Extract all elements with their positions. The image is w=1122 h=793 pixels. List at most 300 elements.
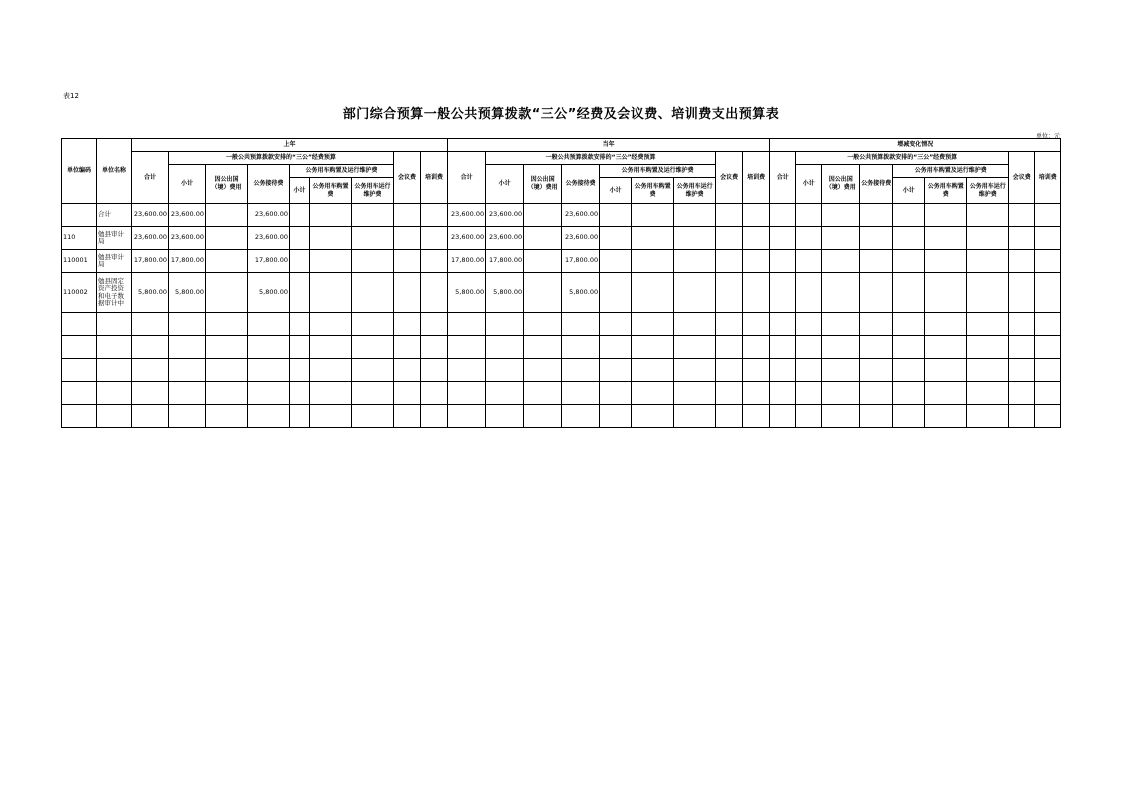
cell-empty bbox=[716, 250, 743, 273]
cell-empty bbox=[524, 405, 562, 428]
cell-empty bbox=[860, 250, 893, 273]
cell-empty bbox=[600, 382, 632, 405]
cell-empty bbox=[206, 227, 248, 250]
cell-curr-reception: 5,800.00 bbox=[562, 273, 600, 313]
cell-empty bbox=[394, 313, 421, 336]
cell-empty bbox=[743, 227, 770, 250]
cell-empty bbox=[822, 227, 860, 250]
cell-empty bbox=[860, 204, 893, 227]
cell-empty bbox=[132, 359, 169, 382]
cell-empty bbox=[1035, 382, 1061, 405]
cell-empty bbox=[967, 313, 1009, 336]
cell-empty bbox=[169, 382, 206, 405]
header-curr-vehicle-subtotal: 小计 bbox=[600, 178, 632, 204]
cell-curr-subtotal: 23,600.00 bbox=[486, 227, 524, 250]
cell-empty bbox=[310, 227, 352, 250]
cell-empty bbox=[352, 204, 394, 227]
cell-empty bbox=[290, 204, 310, 227]
cell-name: 勉县审计局 bbox=[97, 250, 132, 273]
cell-empty bbox=[421, 359, 448, 382]
cell-empty bbox=[893, 227, 925, 250]
cell-empty bbox=[310, 382, 352, 405]
cell-empty bbox=[967, 227, 1009, 250]
header-curr-total: 合计 bbox=[448, 152, 486, 204]
cell-empty bbox=[632, 382, 674, 405]
table-number: 表12 bbox=[63, 92, 79, 100]
cell-empty bbox=[1009, 250, 1035, 273]
cell-empty bbox=[310, 204, 352, 227]
cell-empty bbox=[770, 227, 796, 250]
cell-empty bbox=[352, 227, 394, 250]
cell-empty bbox=[822, 250, 860, 273]
cell-empty bbox=[796, 273, 822, 313]
table-row-empty bbox=[62, 313, 1061, 336]
cell-empty bbox=[674, 227, 716, 250]
cell-empty bbox=[97, 382, 132, 405]
cell-empty bbox=[486, 405, 524, 428]
header-curr-year: 当年 bbox=[448, 139, 770, 152]
cell-code: 110002 bbox=[62, 273, 97, 313]
cell-empty bbox=[1009, 204, 1035, 227]
cell-empty bbox=[1035, 359, 1061, 382]
header-change-total: 合计 bbox=[770, 152, 796, 204]
cell-empty bbox=[1035, 405, 1061, 428]
cell-empty bbox=[925, 313, 967, 336]
cell-empty bbox=[893, 313, 925, 336]
cell-empty bbox=[310, 405, 352, 428]
cell-empty bbox=[1035, 250, 1061, 273]
cell-empty bbox=[394, 204, 421, 227]
table-row bbox=[62, 250, 1061, 273]
cell-empty bbox=[486, 313, 524, 336]
cell-empty bbox=[632, 359, 674, 382]
header-change-subtotal: 小计 bbox=[796, 165, 822, 204]
cell-empty bbox=[62, 313, 97, 336]
cell-prev-reception: 23,600.00 bbox=[248, 227, 290, 250]
cell-empty bbox=[796, 359, 822, 382]
cell-empty bbox=[770, 359, 796, 382]
cell-empty bbox=[352, 336, 394, 359]
cell-code: 110001 bbox=[62, 250, 97, 273]
cell-prev-total: 5,800.00 bbox=[132, 273, 169, 313]
cell-empty bbox=[674, 359, 716, 382]
cell-empty bbox=[632, 250, 674, 273]
cell-empty bbox=[822, 273, 860, 313]
cell-empty bbox=[743, 382, 770, 405]
header-prev-year: 上年 bbox=[132, 139, 448, 152]
cell-empty bbox=[290, 336, 310, 359]
cell-empty bbox=[893, 204, 925, 227]
cell-curr-reception: 17,800.00 bbox=[562, 250, 600, 273]
cell-name: 勉县固定资产投资和电子数据审计中 bbox=[97, 273, 132, 313]
cell-empty bbox=[674, 313, 716, 336]
header-curr-meeting: 会议费 bbox=[716, 152, 743, 204]
cell-empty bbox=[822, 405, 860, 428]
cell-empty bbox=[860, 313, 893, 336]
cell-empty bbox=[206, 250, 248, 273]
cell-empty bbox=[1009, 227, 1035, 250]
cell-empty bbox=[822, 336, 860, 359]
cell-curr-reception: 23,600.00 bbox=[562, 204, 600, 227]
cell-empty bbox=[967, 273, 1009, 313]
header-curr-training: 培训费 bbox=[743, 152, 770, 204]
cell-curr-subtotal: 23,600.00 bbox=[486, 204, 524, 227]
cell-empty bbox=[893, 359, 925, 382]
cell-empty bbox=[562, 313, 600, 336]
header-change: 增减变化情况 bbox=[770, 139, 1061, 152]
cell-empty bbox=[421, 313, 448, 336]
header-prev-vehicle: 公务用车购置及运行维护费 bbox=[290, 165, 394, 178]
cell-empty bbox=[97, 405, 132, 428]
cell-empty bbox=[352, 382, 394, 405]
cell-empty bbox=[1035, 313, 1061, 336]
cell-empty bbox=[524, 382, 562, 405]
cell-empty bbox=[97, 336, 132, 359]
cell-empty bbox=[352, 359, 394, 382]
header-prev-reception: 公务接待费 bbox=[248, 165, 290, 204]
cell-empty bbox=[62, 405, 97, 428]
cell-empty bbox=[132, 382, 169, 405]
cell-empty bbox=[1009, 336, 1035, 359]
cell-empty bbox=[600, 250, 632, 273]
cell-empty bbox=[716, 273, 743, 313]
cell-empty bbox=[925, 382, 967, 405]
cell-empty bbox=[770, 405, 796, 428]
cell-empty bbox=[770, 313, 796, 336]
cell-empty bbox=[860, 405, 893, 428]
cell-empty bbox=[248, 313, 290, 336]
header-prev-subtotal: 小计 bbox=[169, 165, 206, 204]
cell-empty bbox=[421, 204, 448, 227]
cell-empty bbox=[352, 405, 394, 428]
cell-empty bbox=[290, 273, 310, 313]
cell-empty bbox=[97, 313, 132, 336]
table-row-empty bbox=[62, 382, 1061, 405]
cell-empty bbox=[394, 382, 421, 405]
cell-empty bbox=[632, 273, 674, 313]
cell-empty bbox=[600, 336, 632, 359]
cell-empty bbox=[925, 405, 967, 428]
budget-table bbox=[61, 138, 1061, 428]
cell-empty bbox=[925, 227, 967, 250]
cell-empty bbox=[421, 382, 448, 405]
cell-empty bbox=[1009, 359, 1035, 382]
cell-empty bbox=[97, 359, 132, 382]
cell-empty bbox=[524, 204, 562, 227]
header-curr-vehicle: 公务用车购置及运行维护费 bbox=[600, 165, 716, 178]
cell-empty bbox=[448, 336, 486, 359]
header-change-vehicle-subtotal: 小计 bbox=[893, 178, 925, 204]
cell-empty bbox=[352, 250, 394, 273]
cell-empty bbox=[394, 359, 421, 382]
header-prev-vehicle-subtotal: 小计 bbox=[290, 178, 310, 204]
table-body bbox=[62, 204, 1061, 428]
cell-empty bbox=[394, 336, 421, 359]
cell-empty bbox=[674, 273, 716, 313]
header-prev-abroad: 因公出国（境）费用 bbox=[206, 165, 248, 204]
cell-empty bbox=[893, 382, 925, 405]
cell-empty bbox=[860, 336, 893, 359]
header-change-vehicle-maint: 公务用车运行维护费 bbox=[967, 178, 1009, 204]
cell-empty bbox=[310, 336, 352, 359]
cell-empty bbox=[169, 336, 206, 359]
cell-prev-total: 23,600.00 bbox=[132, 204, 169, 227]
document-title: 部门综合预算一般公共预算拨款“三公”经费及会议费、培训费支出预算表 bbox=[342, 107, 780, 122]
cell-empty bbox=[421, 336, 448, 359]
cell-empty bbox=[770, 382, 796, 405]
cell-empty bbox=[632, 204, 674, 227]
cell-code bbox=[62, 204, 97, 227]
cell-empty bbox=[524, 313, 562, 336]
cell-empty bbox=[352, 273, 394, 313]
cell-empty bbox=[925, 250, 967, 273]
header-change-vehicle: 公务用车购置及运行维护费 bbox=[893, 165, 1009, 178]
cell-empty bbox=[600, 204, 632, 227]
cell-empty bbox=[1009, 273, 1035, 313]
cell-empty bbox=[206, 273, 248, 313]
cell-empty bbox=[206, 336, 248, 359]
table-row bbox=[62, 204, 1061, 227]
cell-empty bbox=[206, 405, 248, 428]
cell-empty bbox=[674, 250, 716, 273]
cell-empty bbox=[925, 359, 967, 382]
header-prev-vehicle-maint: 公务用车运行维护费 bbox=[352, 178, 394, 204]
table-row-empty bbox=[62, 336, 1061, 359]
cell-empty bbox=[248, 405, 290, 428]
cell-empty bbox=[600, 313, 632, 336]
cell-empty bbox=[796, 336, 822, 359]
cell-empty bbox=[394, 250, 421, 273]
cell-prev-total: 23,600.00 bbox=[132, 227, 169, 250]
cell-empty bbox=[796, 250, 822, 273]
cell-empty bbox=[600, 405, 632, 428]
cell-empty bbox=[62, 382, 97, 405]
cell-empty bbox=[860, 382, 893, 405]
cell-empty bbox=[206, 382, 248, 405]
cell-curr-reception: 23,600.00 bbox=[562, 227, 600, 250]
table-row bbox=[62, 273, 1061, 313]
cell-empty bbox=[796, 227, 822, 250]
cell-empty bbox=[206, 313, 248, 336]
cell-empty bbox=[310, 273, 352, 313]
cell-prev-total: 17,800.00 bbox=[132, 250, 169, 273]
cell-empty bbox=[860, 227, 893, 250]
header-change-vehicle-purchase: 公务用车购置费 bbox=[925, 178, 967, 204]
cell-empty bbox=[421, 227, 448, 250]
cell-empty bbox=[486, 359, 524, 382]
cell-empty bbox=[248, 359, 290, 382]
header-prev-meeting: 会议费 bbox=[394, 152, 421, 204]
cell-empty bbox=[421, 250, 448, 273]
cell-empty bbox=[770, 336, 796, 359]
cell-empty bbox=[310, 359, 352, 382]
table-row-empty bbox=[62, 359, 1061, 382]
cell-prev-reception: 5,800.00 bbox=[248, 273, 290, 313]
header-prev-three-public: 一般公共预算拨款安排的“三公”经费预算 bbox=[169, 152, 394, 165]
cell-empty bbox=[716, 405, 743, 428]
header-curr-reception: 公务接待费 bbox=[562, 165, 600, 204]
cell-empty bbox=[1035, 336, 1061, 359]
cell-prev-subtotal: 23,600.00 bbox=[169, 204, 206, 227]
cell-empty bbox=[394, 273, 421, 313]
cell-empty bbox=[290, 227, 310, 250]
cell-empty bbox=[394, 405, 421, 428]
cell-empty bbox=[893, 250, 925, 273]
cell-empty bbox=[632, 313, 674, 336]
cell-empty bbox=[421, 405, 448, 428]
cell-empty bbox=[796, 313, 822, 336]
cell-empty bbox=[421, 273, 448, 313]
cell-empty bbox=[562, 359, 600, 382]
cell-empty bbox=[524, 359, 562, 382]
cell-empty bbox=[524, 227, 562, 250]
cell-empty bbox=[893, 336, 925, 359]
cell-empty bbox=[310, 313, 352, 336]
cell-empty bbox=[967, 382, 1009, 405]
cell-empty bbox=[716, 382, 743, 405]
cell-empty bbox=[169, 405, 206, 428]
cell-empty bbox=[524, 336, 562, 359]
cell-empty bbox=[967, 359, 1009, 382]
cell-empty bbox=[822, 313, 860, 336]
cell-empty bbox=[743, 405, 770, 428]
unit-label: 单位：元 bbox=[1035, 133, 1060, 140]
cell-empty bbox=[1009, 382, 1035, 405]
cell-prev-subtotal: 17,800.00 bbox=[169, 250, 206, 273]
cell-empty bbox=[600, 273, 632, 313]
header-unit-name: 单位名称 bbox=[97, 139, 132, 204]
header-curr-vehicle-purchase: 公务用车购置费 bbox=[632, 178, 674, 204]
header-change-abroad: 因公出国（境）费用 bbox=[822, 165, 860, 204]
cell-empty bbox=[822, 204, 860, 227]
cell-empty bbox=[743, 336, 770, 359]
cell-empty bbox=[132, 313, 169, 336]
cell-empty bbox=[600, 227, 632, 250]
header-curr-subtotal: 小计 bbox=[486, 165, 524, 204]
header-curr-three-public: 一般公共预算拨款安排的“三公”经费预算 bbox=[486, 152, 716, 165]
header-unit-code: 单位编码 bbox=[62, 139, 97, 204]
header-curr-vehicle-maint: 公务用车运行维护费 bbox=[674, 178, 716, 204]
header-prev-training: 培训费 bbox=[421, 152, 448, 204]
cell-empty bbox=[62, 336, 97, 359]
cell-empty bbox=[770, 273, 796, 313]
cell-empty bbox=[860, 273, 893, 313]
cell-empty bbox=[674, 336, 716, 359]
cell-empty bbox=[169, 359, 206, 382]
cell-empty bbox=[1035, 273, 1061, 313]
cell-empty bbox=[822, 382, 860, 405]
cell-empty bbox=[716, 313, 743, 336]
cell-curr-total: 17,800.00 bbox=[448, 250, 486, 273]
cell-empty bbox=[352, 313, 394, 336]
cell-empty bbox=[132, 336, 169, 359]
cell-empty bbox=[925, 273, 967, 313]
cell-curr-subtotal: 5,800.00 bbox=[486, 273, 524, 313]
cell-empty bbox=[290, 405, 310, 428]
cell-empty bbox=[448, 382, 486, 405]
cell-empty bbox=[925, 204, 967, 227]
cell-empty bbox=[448, 359, 486, 382]
cell-empty bbox=[674, 382, 716, 405]
cell-empty bbox=[796, 204, 822, 227]
cell-empty bbox=[169, 313, 206, 336]
cell-name: 合计 bbox=[97, 204, 132, 227]
header-change-reception: 公务接待费 bbox=[860, 165, 893, 204]
cell-empty bbox=[290, 359, 310, 382]
cell-empty bbox=[967, 250, 1009, 273]
cell-name: 勉县审计局 bbox=[97, 227, 132, 250]
cell-empty bbox=[893, 405, 925, 428]
cell-empty bbox=[925, 336, 967, 359]
cell-curr-subtotal: 17,800.00 bbox=[486, 250, 524, 273]
header-change-three-public: 一般公共预算拨款安排的“三公”经费预算 bbox=[796, 152, 1009, 165]
cell-empty bbox=[770, 204, 796, 227]
cell-empty bbox=[632, 336, 674, 359]
cell-empty bbox=[743, 204, 770, 227]
cell-empty bbox=[967, 405, 1009, 428]
cell-empty bbox=[524, 273, 562, 313]
cell-prev-subtotal: 5,800.00 bbox=[169, 273, 206, 313]
cell-empty bbox=[524, 250, 562, 273]
cell-empty bbox=[716, 204, 743, 227]
cell-empty bbox=[743, 359, 770, 382]
cell-empty bbox=[1035, 204, 1061, 227]
table-row bbox=[62, 227, 1061, 250]
cell-code: 110 bbox=[62, 227, 97, 250]
cell-curr-total: 23,600.00 bbox=[448, 227, 486, 250]
header-change-training: 培训费 bbox=[1035, 152, 1061, 204]
cell-empty bbox=[893, 273, 925, 313]
cell-empty bbox=[290, 382, 310, 405]
cell-curr-total: 23,600.00 bbox=[448, 204, 486, 227]
cell-empty bbox=[600, 359, 632, 382]
cell-empty bbox=[796, 405, 822, 428]
cell-empty bbox=[562, 336, 600, 359]
cell-empty bbox=[770, 250, 796, 273]
header-curr-abroad: 因公出国（境）费用 bbox=[524, 165, 562, 204]
cell-empty bbox=[1009, 313, 1035, 336]
cell-empty bbox=[967, 204, 1009, 227]
cell-empty bbox=[248, 382, 290, 405]
cell-empty bbox=[716, 359, 743, 382]
header-prev-vehicle-purchase: 公务用车购置费 bbox=[310, 178, 352, 204]
cell-empty bbox=[562, 405, 600, 428]
cell-empty bbox=[290, 250, 310, 273]
cell-empty bbox=[486, 336, 524, 359]
header-change-meeting: 会议费 bbox=[1009, 152, 1035, 204]
cell-prev-reception: 17,800.00 bbox=[248, 250, 290, 273]
cell-empty bbox=[448, 313, 486, 336]
cell-empty bbox=[967, 336, 1009, 359]
cell-empty bbox=[743, 273, 770, 313]
cell-empty bbox=[206, 359, 248, 382]
cell-empty bbox=[62, 359, 97, 382]
cell-empty bbox=[310, 250, 352, 273]
cell-prev-subtotal: 23,600.00 bbox=[169, 227, 206, 250]
cell-empty bbox=[290, 313, 310, 336]
cell-empty bbox=[486, 382, 524, 405]
cell-empty bbox=[132, 405, 169, 428]
cell-empty bbox=[743, 250, 770, 273]
cell-empty bbox=[1009, 405, 1035, 428]
cell-empty bbox=[394, 227, 421, 250]
cell-empty bbox=[716, 336, 743, 359]
cell-empty bbox=[796, 382, 822, 405]
cell-empty bbox=[448, 405, 486, 428]
cell-empty bbox=[562, 382, 600, 405]
header-prev-total: 合计 bbox=[132, 152, 169, 204]
cell-empty bbox=[1035, 227, 1061, 250]
